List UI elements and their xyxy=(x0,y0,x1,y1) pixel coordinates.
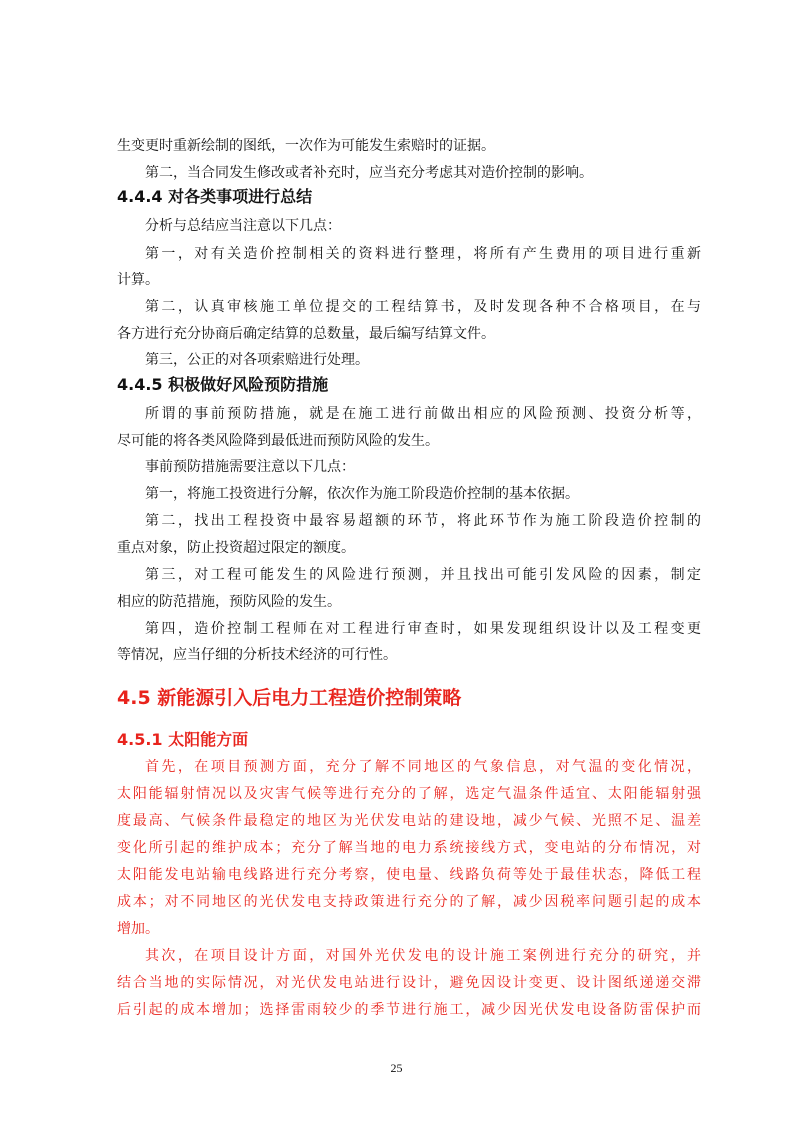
paragraph-line: 增加。 xyxy=(117,921,159,937)
paragraph-line: 变化所引起的维护成本；充分了解当地的电力系统接线方式，变电站的分布情况，对 xyxy=(117,840,701,856)
paragraph-line: 太阳能辐射情况以及灾害气候等进行充分的了解，选定气温条件适宜、太阳能辐射强 xyxy=(117,786,701,802)
paragraph-line: 所谓的事前预防措施，就是在施工进行前做出相应的风险预测、投资分析等， xyxy=(145,406,701,422)
paragraph-line: 度最高、气候条件最稳定的地区为光伏发电站的建设地，减少气候、光照不足、温差 xyxy=(117,813,701,829)
paragraph-line: 第一，对有关造价控制相关的资料进行整理，将所有产生费用的项目进行重新 xyxy=(145,246,701,262)
paragraph-line: 第一，将施工投资进行分解，依次作为施工阶段造价控制的基本依据。 xyxy=(145,486,579,502)
paragraph-line: 后引起的成本增加；选择雷雨较少的季节进行施工，减少因光伏发电设备防雷保护而 xyxy=(117,1002,701,1018)
section-heading-4-4-4: 4.4.4 对各类事项进行总结 xyxy=(117,187,313,206)
page-number: 25 xyxy=(390,1061,403,1075)
paragraph-line: 相应的防范措施，预防风险的发生。 xyxy=(117,594,341,610)
paragraph-line: 等情况，应当仔细的分析技术经济的可行性。 xyxy=(117,647,397,663)
paragraph-line: 成本；对不同地区的光伏发电支持政策进行充分的了解，减少因税率问题引起的成本 xyxy=(117,894,701,910)
section-heading-4-5: 4.5 新能源引入后电力工程造价控制策略 xyxy=(117,687,462,709)
paragraph-line: 首先，在项目预测方面，充分了解不同地区的气象信息，对气温的变化情况， xyxy=(145,759,701,775)
paragraph-line: 尽可能的将各类风险降到最低进而预防风险的发生。 xyxy=(117,433,439,449)
paragraph-line: 第三，公正的对各项索赔进行处理。 xyxy=(145,352,369,368)
paragraph-line: 第二，当合同发生修改或者补充时，应当充分考虑其对造价控制的影响。 xyxy=(145,165,593,181)
paragraph-line: 各方进行充分协商后确定结算的总数量，最后编写结算文件。 xyxy=(117,326,495,342)
paragraph-line: 生变更时重新绘制的图纸，一次作为可能发生索赔时的证据。 xyxy=(117,138,495,154)
paragraph-line: 其次，在项目设计方面，对国外光伏发电的设计施工案例进行充分的研究，并 xyxy=(145,948,701,964)
paragraph-line: 第三，对工程可能发生的风险进行预测，并且找出可能引发风险的因素，制定 xyxy=(145,567,701,583)
section-heading-4-5-1: 4.5.1 太阳能方面 xyxy=(117,730,249,749)
paragraph-line: 第四，造价控制工程师在对工程进行审查时，如果发现组织设计以及工程变更 xyxy=(145,621,701,637)
paragraph-line: 第二，认真审核施工单位提交的工程结算书，及时发现各种不合格项目，在与 xyxy=(145,299,701,315)
paragraph-line: 太阳能发电站输电线路进行充分考察，使电量、线路负荷等处于最佳状态，降低工程 xyxy=(117,867,701,883)
paragraph-line: 结合当地的实际情况，对光伏发电站进行设计，避免因设计变更、设计图纸递递交滞 xyxy=(117,975,701,991)
section-heading-4-4-5: 4.4.5 积极做好风险预防措施 xyxy=(117,375,329,394)
paragraph-line: 第二，找出工程投资中最容易超额的环节，将此环节作为施工阶段造价控制的 xyxy=(145,513,701,529)
paragraph-line: 事前预防措施需要注意以下几点： xyxy=(145,459,355,475)
paragraph-line: 重点对象，防止投资超过限定的额度。 xyxy=(117,540,355,556)
paragraph-line: 计算。 xyxy=(117,272,159,288)
paragraph-line: 分析与总结应当注意以下几点： xyxy=(145,218,341,234)
